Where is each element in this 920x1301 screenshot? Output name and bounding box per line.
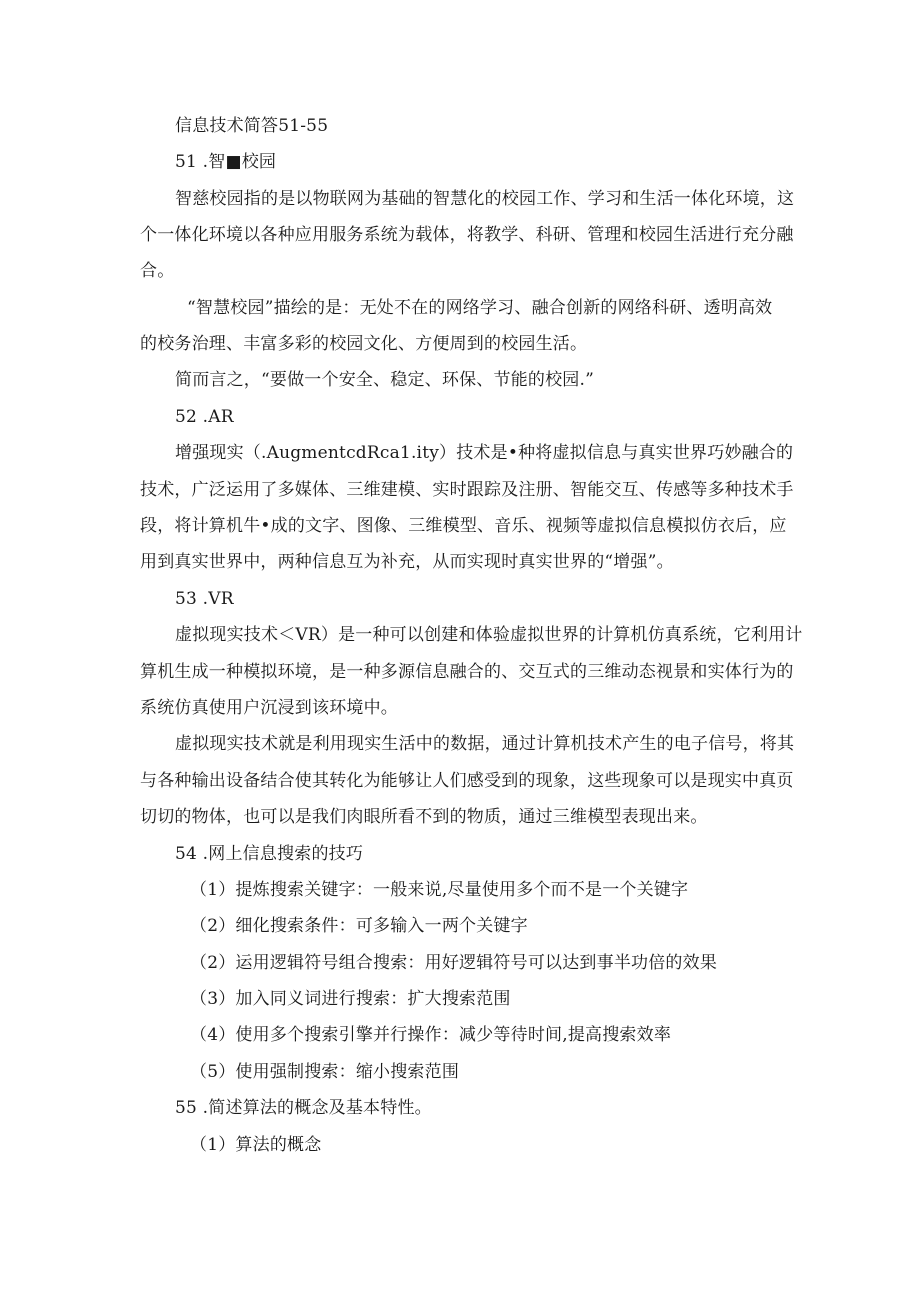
q53-p2-line3: 切切的物体，也可以是我们肉眼所看不到的物质，通过三维模型表现出来。 xyxy=(140,807,708,827)
document-title: 信息技术简答51-55 xyxy=(175,116,329,136)
q51-p2-line2: 的校务治理、丰富多彩的校园文化、方便周到的校园生活。 xyxy=(140,334,588,354)
q53-p2-line2: 与各种输出设备结合使其转化为能够让人们感受到的现象，这些现象可以是现实中真页 xyxy=(140,771,794,791)
q54-item: （1）提炼搜索关键字：一般来说,尽量使用多个而不是一个关键字 xyxy=(190,880,689,900)
q52-p1-line1: 增强现实（.AugmentcdRca1.ity）技术是•种将虚拟信息与真实世界巧妙融合的 xyxy=(175,443,794,463)
q52-p1-line4: 用到真实世界中，两种信息互为补充，从而实现时真实世界的“增强”。 xyxy=(140,552,674,572)
q52-p1-line2: 技术，广泛运用了多媒体、三维建模、实时跟踪及注册、智能交互、传感等多种技术手 xyxy=(140,480,794,500)
q52-heading: 52 .AR xyxy=(175,407,234,427)
q53-p2-line1: 虚拟现实技术就是利用现实生活中的数据，通过计算机技术产生的电子信号，将其 xyxy=(175,734,795,754)
q54-heading: 54 .网上信息搜索的技巧 xyxy=(175,844,364,864)
q51-p1-line1: 智慈校园指的是以物联网为基础的智慧化的校园工作、学习和生活一体化环境，这 xyxy=(175,189,795,209)
q54-item: （2）细化搜索条件：可多输入一两个关键字 xyxy=(190,916,528,936)
q53-p1-line1: 虚拟现实技术＜VR）是一种可以创建和体验虚拟世界的计算机仿真系统，它利用计 xyxy=(175,625,803,645)
q51-p3: 简而言之，“要做一个安全、稳定、环保、节能的校园.” xyxy=(175,370,594,390)
q55-item: （1）算法的概念 xyxy=(190,1135,322,1155)
q53-p1-line2: 算机生成一种模拟环境，是一种多源信息融合的、交互式的三维动态视景和实体行为的 xyxy=(140,662,794,682)
q54-item: （4）使用多个搜索引擎并行操作：减少等待时间,提高搜索效率 xyxy=(190,1025,672,1045)
q51-p1-line3: 合。 xyxy=(140,261,175,281)
q54-item: （5）使用强制搜索：缩小搜索范围 xyxy=(190,1062,460,1082)
q51-p2-line1: “智慧校园”描绘的是：无处不在的网络学习、融合创新的网络科研、透明高效 xyxy=(187,298,773,318)
q53-p1-line3: 系统仿真使用户沉浸到该环境中。 xyxy=(140,698,398,718)
q52-p1-line3: 段，将计算机牛•成的文字、图像、三维模型、音乐、视频等虚拟信息模拟仿衣后，应 xyxy=(140,516,787,536)
q51-p1-line2: 个一体化环境以各种应用服务系统为载体，将教学、科研、管理和校园生活进行充分融 xyxy=(140,225,794,245)
q51-heading: 51 .智■校园 xyxy=(175,152,277,172)
q54-item: （3）加入同义词进行搜索：扩大搜索范围 xyxy=(190,989,511,1009)
q54-item: （2）运用逻辑符号组合搜索：用好逻辑符号可以达到事半功倍的效果 xyxy=(190,953,718,973)
q55-heading: 55 .简述算法的概念及基本特性。 xyxy=(175,1098,432,1118)
q53-heading: 53 .VR xyxy=(175,589,234,609)
